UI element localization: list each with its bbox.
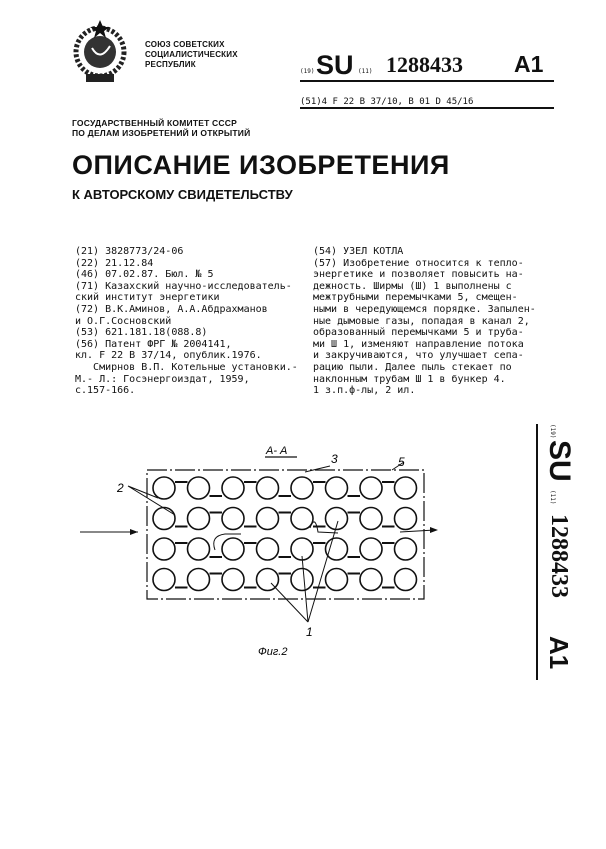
text-line: (53) 621.181.18(088.8) <box>75 327 208 339</box>
committee-line: ГОСУДАРСТВЕННЫЙ КОМИТЕТ СССР <box>72 118 237 128</box>
side-kind-code: A1 <box>544 636 574 670</box>
text-line: ский институт энергетики <box>75 292 220 304</box>
screen-tube <box>291 569 313 591</box>
text-line: (54) УЗЕЛ КОТЛА <box>313 246 404 257</box>
text-line: (56) Патент ФРГ № 2004141, <box>75 338 232 350</box>
screen-tube <box>222 569 244 591</box>
screen-tube <box>326 569 348 591</box>
text-line: (21) 3828773/24-06 <box>75 246 184 257</box>
text-line: энергетике и позволяет повысить на- <box>313 269 524 281</box>
text-line: межтрубными перемычками 5, смещен- <box>313 292 518 304</box>
screen-tube <box>257 538 279 560</box>
text-line: (46) 07.02.87. Бюл. № 5 <box>75 269 214 281</box>
side-code-19: (19) <box>549 424 556 439</box>
side-code-11: (11) <box>549 490 556 505</box>
screen-tube <box>257 508 279 530</box>
code-19: (19) <box>300 68 315 75</box>
text-line: и О.Г.Сосновский <box>75 315 172 327</box>
screen-tube <box>188 569 210 591</box>
screen-tube <box>360 538 382 560</box>
text-line: образованный перемычками 5 и труба- <box>313 327 524 339</box>
screen-tube <box>395 508 417 530</box>
label-1: 1 <box>306 625 313 639</box>
text-line: (72) В.К.Аминов, А.А.Абдрахманов <box>75 303 268 315</box>
screen-tube <box>360 569 382 591</box>
screen-tube <box>291 508 313 530</box>
screen-tube <box>188 508 210 530</box>
patent-number: 1288433 <box>386 52 463 77</box>
screen-tube <box>360 508 382 530</box>
text-line: (71) Казахский научно-исследователь- <box>75 280 292 292</box>
label-3: 3 <box>331 452 338 466</box>
figure-caption: Фиг.2 <box>258 646 288 658</box>
union-name-line: РЕСПУБЛИК <box>145 60 196 69</box>
text-line: ные дымовые газы, попадая в канал 2, <box>313 315 530 327</box>
screen-tube <box>257 477 279 499</box>
code-11: (11) <box>358 68 373 75</box>
screen-tube <box>222 508 244 530</box>
side-stamp <box>536 424 578 680</box>
text-line: 1 з.п.ф-лы, 2 ил. <box>313 385 416 397</box>
document-subtitle: К АВТОРСКОМУ СВИДЕТЕЛЬСТВУ <box>72 187 293 202</box>
screen-tube <box>222 477 244 499</box>
inlet-arrowhead <box>130 529 138 535</box>
screen-tube <box>360 477 382 499</box>
text-line: (22) 21.12.84 <box>75 257 154 269</box>
text-line: наклонным трубам Ш 1 в бункер 4. <box>313 373 506 385</box>
screen-tube <box>326 538 348 560</box>
screen-tube <box>395 538 417 560</box>
side-patent-number: 1288433 <box>546 514 572 598</box>
text-line: М.- Л.: Госэнергоиздат, 1959, <box>75 373 250 385</box>
text-line: ми Ш 1, изменяют направление потока <box>313 338 524 350</box>
ipc-classification: (51)4 F 22 B 37/10, B 01 D 45/16 <box>300 97 554 109</box>
screen-tube <box>395 477 417 499</box>
screen-tube <box>153 508 175 530</box>
screen-tube <box>153 477 175 499</box>
screen-tube <box>153 538 175 560</box>
side-country-code: SU <box>543 440 576 482</box>
screen-tube <box>291 477 313 499</box>
document-title: ОПИСАНИЕ ИЗОБРЕТЕНИЯ <box>72 150 450 180</box>
screen-tube <box>395 569 417 591</box>
screen-tube <box>153 569 175 591</box>
label-5: 5 <box>398 455 405 469</box>
text-line: кл. F 22 B 37/14, опублик.1976. <box>75 350 262 362</box>
screen-tube <box>188 477 210 499</box>
screen-tube <box>326 477 348 499</box>
text-line: (57) Изобретение относится к тепло- <box>313 257 524 269</box>
section-label: А- А <box>266 445 288 457</box>
country-code: SU <box>316 50 354 80</box>
union-name-line: СОЦИАЛИСТИЧЕСКИХ <box>145 50 238 59</box>
text-line: и закручиваются, что улучшает сепа- <box>313 350 524 362</box>
text-line: дежность. Ширмы (Ш) 1 выполнены с <box>313 280 512 292</box>
screen-tube <box>222 538 244 560</box>
text-line: с.157-166. <box>75 385 136 397</box>
label-2: 2 <box>117 481 124 495</box>
text-line: Смирнов В.П. Котельные установки.- <box>75 361 298 373</box>
committee-line: ПО ДЕЛАМ ИЗОБРЕТЕНИЙ И ОТКРЫТИЙ <box>72 128 251 138</box>
kind-code: A1 <box>514 51 544 77</box>
screen-tube <box>188 538 210 560</box>
outlet-arrowhead <box>430 527 438 533</box>
union-name-line: СОЮЗ СОВЕТСКИХ <box>145 40 225 49</box>
text-line: рацию пыли. Далее пыль стекает по <box>313 361 512 373</box>
outlet-arrow <box>400 530 435 532</box>
text-line: ными в чередующемся порядке. Запылен- <box>313 303 536 315</box>
